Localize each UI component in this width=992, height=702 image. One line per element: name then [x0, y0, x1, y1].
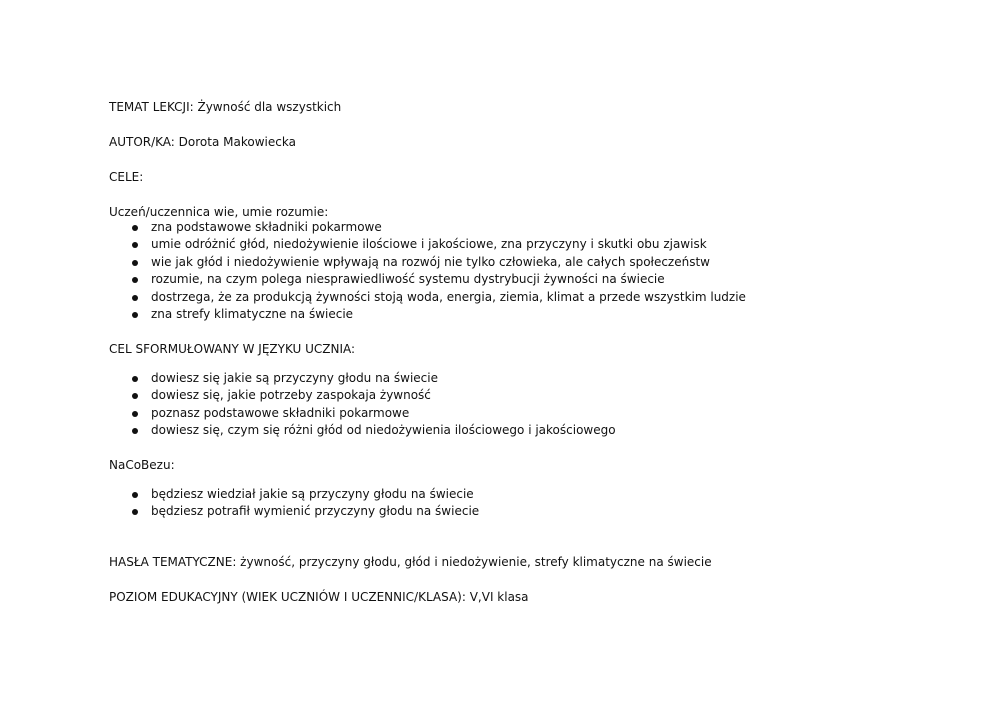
goals-list	[109, 219, 746, 323]
keywords: HASŁA TEMATYCZNE: żywność, przyczyny głodu, głód i niedożywienie, strefy klimatyczne na świecie	[109, 555, 712, 569]
bullet-icon	[132, 295, 138, 301]
goals-heading: CELE:	[109, 170, 144, 184]
bullet-icon	[132, 225, 138, 231]
nacobezu-heading: NaCoBezu:	[109, 458, 175, 472]
list-item: będziesz potrafił wymienić przyczyny głodu na świecie	[109, 503, 479, 520]
list-item: wie jak głód i niedożywienie wpływają na rozwój nie tylko człowieka, ale całych społeczeństw	[109, 254, 746, 271]
bullet-icon	[132, 277, 138, 283]
list-item: będziesz wiedział jakie są przyczyny głodu na świecie	[109, 486, 479, 503]
bullet-icon	[132, 312, 138, 318]
bullet-icon	[132, 492, 138, 498]
bullet-icon	[132, 376, 138, 382]
list-item: zna strefy klimatyczne na świecie	[109, 306, 746, 323]
bullet-icon	[132, 411, 138, 417]
bullet-icon	[132, 260, 138, 266]
nacobezu-list	[109, 486, 479, 521]
list-item: rozumie, na czym polega niesprawiedliwość systemu dystrybucji żywności na świecie	[109, 271, 746, 288]
education-level: POZIOM EDUKACYJNY (WIEK UCZNIÓW I UCZENNIC/KLASA): V,VI klasa	[109, 590, 529, 604]
bullet-icon	[132, 242, 138, 248]
student-goal-heading: CEL SFORMUŁOWANY W JĘZYKU UCZNIA:	[109, 342, 356, 356]
bullet-icon	[132, 393, 138, 399]
goals-intro: Uczeń/uczennica wie, umie rozumie:	[109, 205, 329, 219]
list-item: umie odróżnić głód, niedożywienie ilościowe i jakościowe, zna przyczyny i skutki obu zjawisk	[109, 236, 746, 253]
lesson-topic: TEMAT LEKCJI: Żywność dla wszystkich	[109, 100, 342, 114]
list-item: dowiesz się jakie są przyczyny głodu na świecie	[109, 370, 616, 387]
bullet-icon	[132, 509, 138, 515]
list-item: dowiesz się, czym się różni głód od niedożywienia ilościowego i jakościowego	[109, 422, 616, 439]
student-goals-list	[109, 370, 616, 440]
list-item: poznasz podstawowe składniki pokarmowe	[109, 405, 616, 422]
list-item: zna podstawowe składniki pokarmowe	[109, 219, 746, 236]
bullet-icon	[132, 428, 138, 434]
author: AUTOR/KA: Dorota Makowiecka	[109, 135, 296, 149]
list-item: dowiesz się, jakie potrzeby zaspokaja żywność	[109, 387, 616, 404]
list-item: dostrzega, że za produkcją żywności stoją woda, energia, ziemia, klimat a przede wszystkim ludzie	[109, 289, 746, 306]
